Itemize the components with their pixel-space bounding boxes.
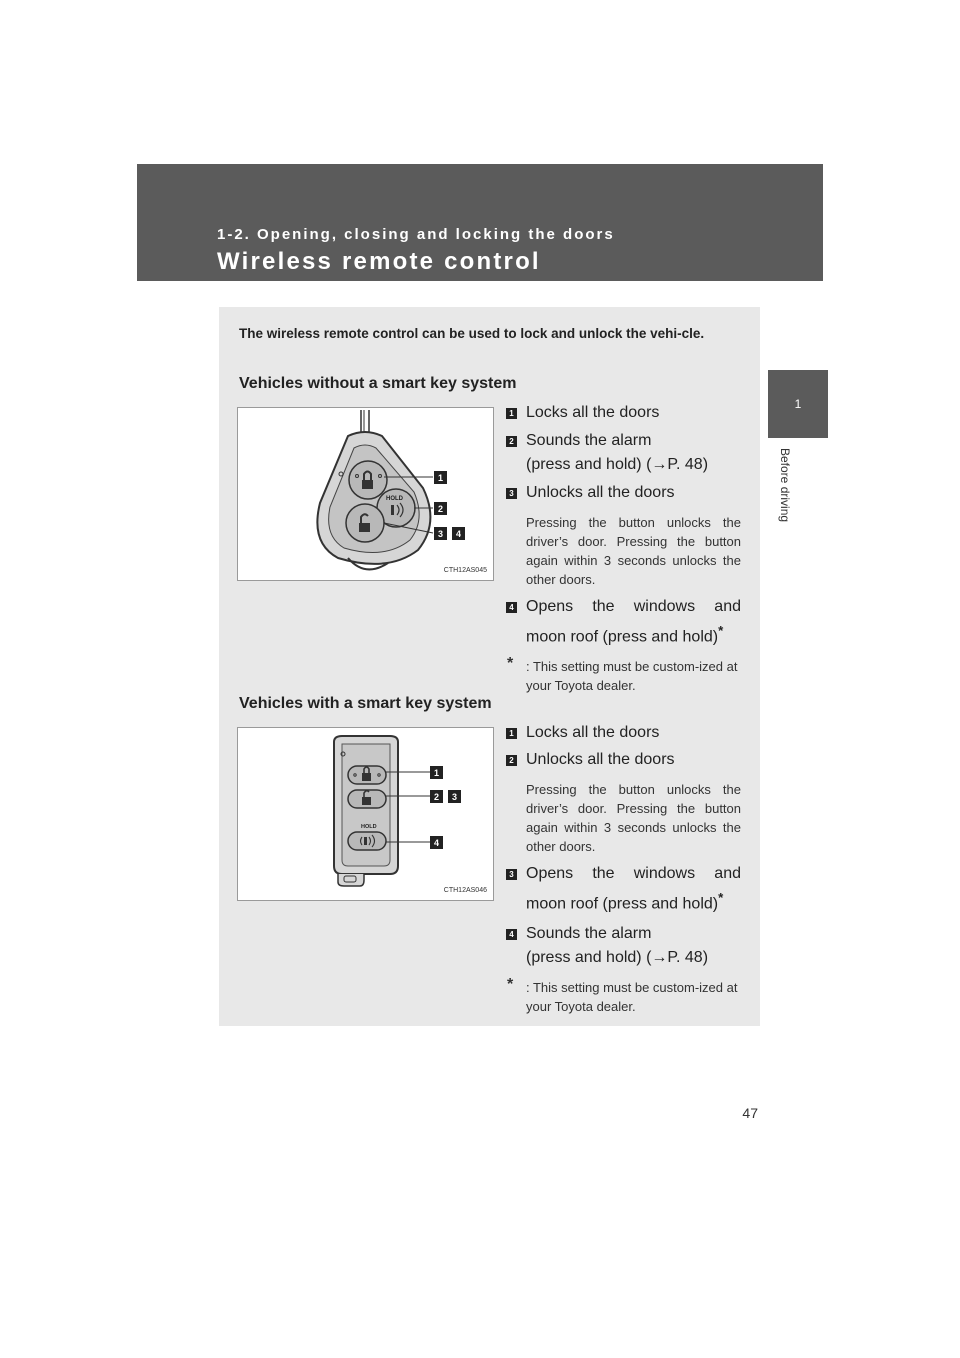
item-number: 2 xyxy=(506,755,517,766)
callout-1: 1 xyxy=(434,471,447,484)
footnote xyxy=(505,657,741,695)
callout-4: 4 xyxy=(452,527,465,540)
section-heading-no-smart-key: Vehicles without a smart key system xyxy=(239,375,517,392)
item-text: Sounds the alarm xyxy=(526,432,652,449)
page-title: Wireless remote control xyxy=(217,248,541,275)
item-note: Pressing the button unlocks the driver’s door. Pressing the button again within 3 seconds unlocks the other doors. xyxy=(526,782,741,854)
item-text: Opens the windows and moon roof (press and hold) xyxy=(526,865,741,913)
item-text: Unlocks all the doors xyxy=(526,751,675,768)
chapter-tab[interactable] xyxy=(768,370,828,438)
figure-smart-key xyxy=(237,727,494,901)
item-note: Pressing the button unlocks the driver’s door. Pressing the button again within 3 seconds unlocks the other doors. xyxy=(526,515,741,587)
item-number: 3 xyxy=(506,488,517,499)
footnote-text: : This setting must be custom-ized at your Toyota dealer. xyxy=(526,980,738,1015)
figure-code: CTH12AS046 xyxy=(443,887,487,894)
hold-label: HOLD xyxy=(361,824,377,830)
callout-3: 3 xyxy=(434,527,447,540)
list-item xyxy=(505,862,741,916)
list-item xyxy=(505,922,741,970)
list-item xyxy=(505,429,741,477)
item-text: Opens the windows and moon roof (press and hold) xyxy=(526,598,741,646)
intro-text: The wireless remote control can be used to lock and unlock the vehi-cle. xyxy=(239,326,705,341)
list-item xyxy=(505,721,741,745)
item-subtext: (press and hold) (→P. 48) xyxy=(526,456,709,473)
footnote xyxy=(505,978,741,1016)
button-list-smart-key xyxy=(505,721,741,1016)
list-item xyxy=(505,748,741,772)
item-text: Locks all the doors xyxy=(526,404,660,421)
item-text: Locks all the doors xyxy=(526,724,660,741)
section-label: 1-2. Opening, closing and locking the doors xyxy=(217,226,615,243)
section-heading-smart-key: Vehicles with a smart key system xyxy=(239,695,492,712)
chapter-number: 1 xyxy=(794,397,802,411)
item-number: 3 xyxy=(506,869,517,880)
asterisk: * xyxy=(718,890,724,905)
button-list-no-smart-key xyxy=(505,401,741,695)
page-number: 47 xyxy=(742,1105,758,1121)
asterisk: * xyxy=(718,623,724,638)
item-text: Unlocks all the doors xyxy=(526,484,675,501)
item-number: 4 xyxy=(506,929,517,940)
callout-1: 1 xyxy=(430,766,443,779)
item-number: 1 xyxy=(506,408,517,419)
item-number: 4 xyxy=(506,602,517,613)
callout-4: 4 xyxy=(430,836,443,849)
list-item xyxy=(505,595,741,649)
smart-key-illustration xyxy=(238,728,493,900)
callout-2: 2 xyxy=(430,790,443,803)
list-item xyxy=(505,481,741,505)
footnote-star: * xyxy=(507,976,514,994)
page-header xyxy=(137,164,823,281)
item-text: Sounds the alarm xyxy=(526,925,652,943)
hold-label: HOLD xyxy=(386,496,403,502)
item-subtext: (press and hold) (→P. 48) xyxy=(526,949,709,967)
content-panel xyxy=(219,307,760,1026)
item-number: 2 xyxy=(506,436,517,447)
item-number: 1 xyxy=(506,728,517,739)
footnote-text: : This setting must be custom-ized at your Toyota dealer. xyxy=(526,659,738,694)
figure-conventional-key xyxy=(237,407,494,581)
footnote-star: * xyxy=(507,655,514,673)
conventional-key-illustration xyxy=(238,408,493,580)
chapter-label: Before driving xyxy=(778,448,792,523)
callout-3: 3 xyxy=(448,790,461,803)
list-item xyxy=(505,401,741,425)
figure-code: CTH12AS045 xyxy=(443,567,487,574)
callout-2: 2 xyxy=(434,502,447,515)
